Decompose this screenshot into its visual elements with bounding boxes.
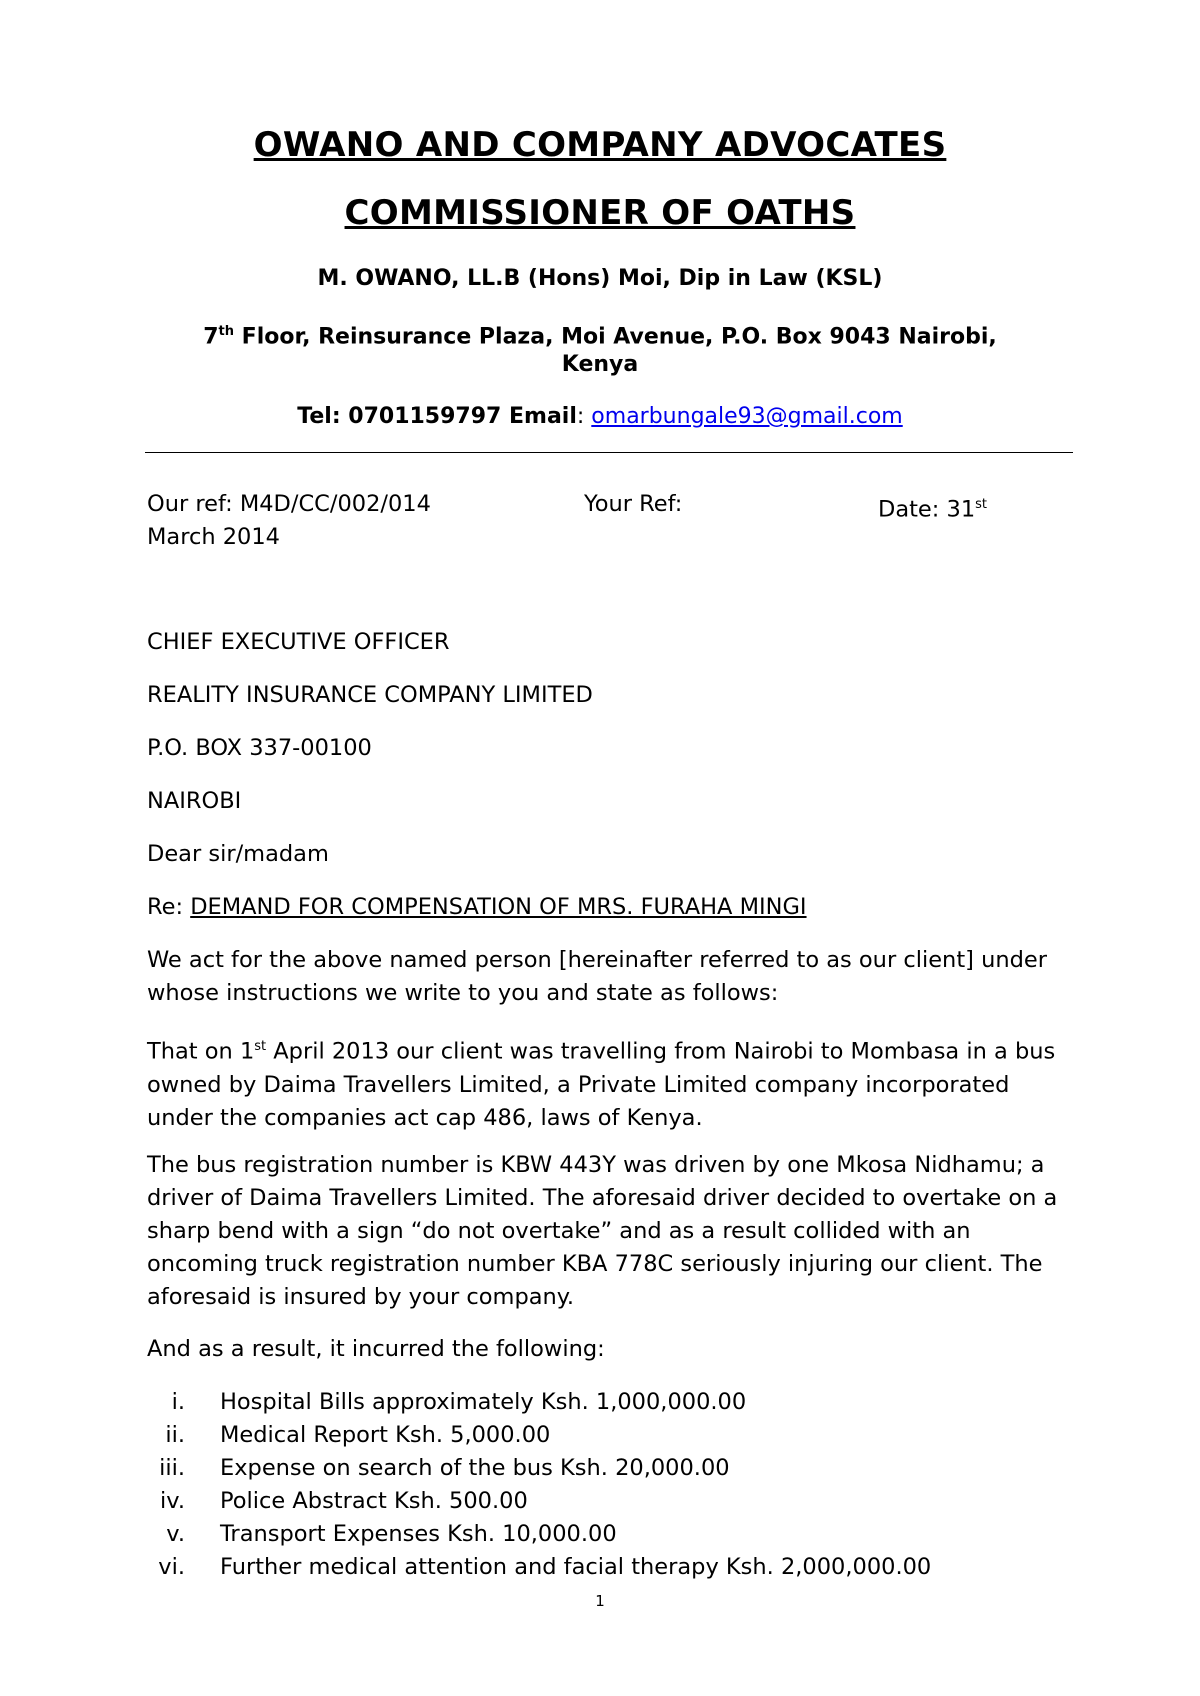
salutation: Dear sir/madam — [147, 841, 329, 867]
recipient-title: CHIEF EXECUTIVE OFFICER — [147, 629, 450, 655]
p2-sup: st — [254, 1039, 267, 1054]
list-item-number: iii. — [159, 1455, 185, 1481]
qualifications: M. OWANO, LL.B (Hons) Moi, Dip in Law (KSL) — [317, 266, 883, 291]
list-item-number: v. — [166, 1521, 185, 1547]
recipient-city: NAIROBI — [147, 788, 242, 814]
body-paragraph-2 — [147, 1030, 1077, 1135]
tel-colon: : — [576, 404, 592, 429]
address-floor-number: 7 — [203, 324, 219, 350]
p2-start: That on 1 — [147, 1038, 255, 1065]
list-item-text: Transport Expenses Ksh. 10,000.00 — [220, 1521, 617, 1547]
date-rest: March 2014 — [147, 524, 281, 550]
list-item-text: Police Abstract Ksh. 500.00 — [220, 1488, 528, 1514]
date-line — [878, 488, 987, 527]
header-divider — [145, 452, 1073, 453]
contact-line — [0, 400, 1200, 433]
address-line-2: Kenya — [561, 352, 639, 377]
date-prefix: Date: 31 — [878, 496, 976, 523]
subject-text: DEMAND FOR COMPENSATION OF MRS. FURAHA MINGI — [190, 894, 807, 920]
subject-line — [147, 891, 807, 924]
address-floor-sup: th — [218, 324, 235, 339]
body-paragraph-1: We act for the above named person [hereinafter referred to as our client] under whose instructions we write to you and state as follows: — [147, 947, 1047, 1006]
list-item-number: iv. — [160, 1488, 185, 1514]
page-number: 1 — [595, 1592, 605, 1610]
list-item-text: Hospital Bills approximately Ksh. 1,000,000.00 — [220, 1389, 747, 1415]
list-item-text: Further medical attention and facial therapy Ksh. 2,000,000.00 — [220, 1554, 932, 1580]
p2-rest: April 2013 our client was travelling from Nairobi to Mombasa in a bus owned by Daima Travellers Limited, a Private Limited company incorporated under the companies act cap 486, laws of Kenya. — [147, 1038, 1056, 1131]
list-item-number: vi. — [158, 1554, 185, 1580]
date-sup: st — [975, 497, 988, 512]
list-item-text: Medical Report Ksh. 5,000.00 — [220, 1422, 551, 1448]
body-paragraph-3: The bus registration number is KBW 443Y was driven by one Mkosa Nidhamu; a driver of Daima Travellers Limited. The aforesaid driver decided to overtake on a sharp bend with a sign “do not overtake” and as a result collided with an oncoming truck registration number KBA 778C seriously injuring our client. The aforesaid is insured by your company. — [147, 1152, 1058, 1310]
tel-label: Tel: 0701159797 Email — [297, 404, 577, 429]
your-ref: Your Ref: — [584, 491, 683, 517]
list-item-text: Expense on search of the bus Ksh. 20,000.00 — [220, 1455, 730, 1481]
subject-prefix: Re: — [147, 894, 191, 920]
email-link[interactable]: omarbungale93@gmail.com — [591, 404, 903, 429]
recipient-box: P.O. BOX 337-00100 — [147, 735, 372, 761]
list-item-number: i. — [171, 1389, 185, 1415]
list-item-number: ii. — [165, 1422, 185, 1448]
our-ref: Our ref: M4D/CC/002/014 — [147, 491, 431, 517]
address-rest: Floor, Reinsurance Plaza, Moi Avenue, P.O. Box 9043 Nairobi, — [234, 324, 997, 350]
firm-title: COMMISSIONER OF OATHS — [344, 193, 856, 233]
body-paragraph-4: And as a result, it incurred the following: — [147, 1336, 605, 1362]
recipient-company: REALITY INSURANCE COMPANY LIMITED — [147, 682, 593, 708]
firm-name: OWANO AND COMPANY ADVOCATES — [253, 125, 947, 165]
